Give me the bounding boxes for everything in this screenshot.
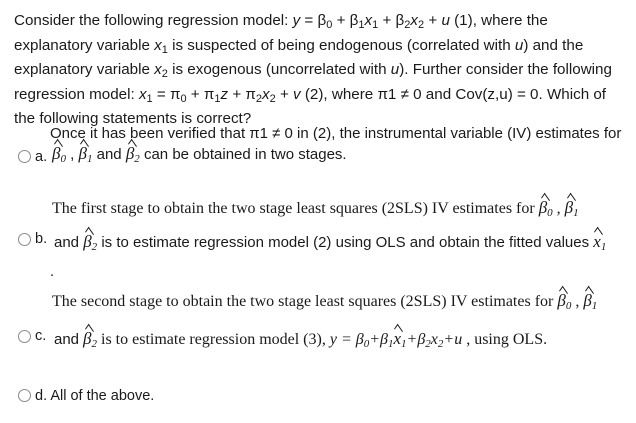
beta-hat-1: $\beta_1$ — [78, 144, 93, 165]
option-b-line3: . — [50, 263, 55, 280]
beta-hat-0: $\beta_0$ — [52, 144, 66, 165]
option-c-line2: and $\beta_2$ is to estimate regression model (3), $y = \beta_0+\beta_1x_1+\beta_2x_2+u$ , using OLS. — [54, 329, 548, 350]
equation-3: $y = \beta_0+\beta_1x_1+\beta_2x_2+u$ — [329, 329, 463, 350]
option-a-line1: Once it has been verified that π1 ≠ 0 in (2), the instrumental variable (IV) estimates for — [50, 125, 622, 142]
option-d-label: d. All of the above. — [35, 388, 155, 404]
beta-hat-2: $\beta_2$ — [125, 144, 140, 165]
option-b-line1: The first stage to obtain the two stage least squares (2SLS) IV estimates for $\beta_0$ , $\beta_1$ — [52, 198, 579, 219]
option-a-radio[interactable] — [18, 150, 31, 163]
option-a-letter: a. — [35, 149, 48, 165]
option-b-line2: and $\beta_2$ is to estimate regression model (2) using OLS and obtain the fitted values $x_1$ — [54, 232, 607, 253]
option-c-line1: The second stage to obtain the two stage least squares (2SLS) IV estimates for $\beta_0$ , $\beta_1$ — [52, 291, 598, 312]
option-c-radio[interactable] — [18, 330, 31, 343]
option-c-letter: c. — [35, 328, 47, 344]
option-d-radio[interactable] — [18, 389, 31, 402]
option-a-line2: $\beta_0$ , $\beta_1$ and $\beta_2$ can be obtained in two stages. — [52, 144, 347, 165]
question-text: Consider the following regression model: $y = \beta_0 + \beta_1x_1 + \beta_2x_2 + u$ (1), where the explanatory variable $x_1$ is suspected of being endogenous (correlated with u) and the explanatory variable $x_2$ is exogenous (uncorrelated with u). Further consider the following regression model: $x_1 = \pi_0 + \pi_1z + \pi_2x_2 + v$ (2), where π1 ≠ 0 and Cov(z,u) = 0. Which of the following statements is correct? — [14, 12, 612, 127]
option-b-letter: b. — [35, 231, 48, 247]
equation-1: y — [292, 12, 301, 29]
option-b-radio[interactable] — [18, 233, 31, 246]
x-hat-1: $x_1$ — [593, 232, 607, 253]
